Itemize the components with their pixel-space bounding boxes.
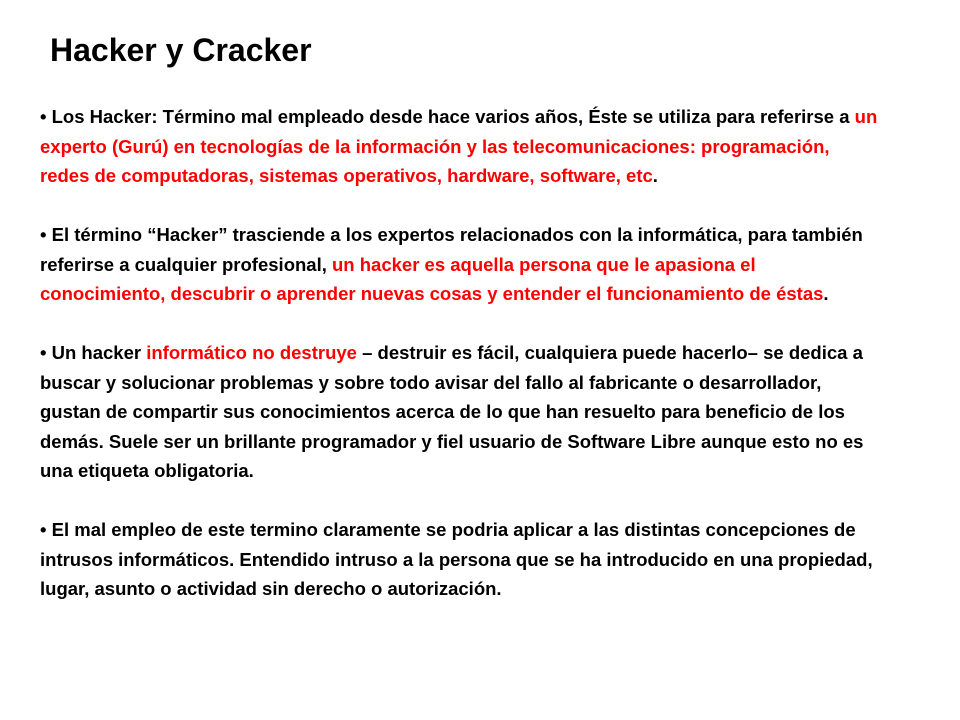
bullet-paragraph-4 (40, 515, 880, 604)
slide-body (40, 102, 880, 604)
paragraph-3-text-1: Un hacker (46, 342, 147, 363)
bullet-paragraph-3 (40, 338, 880, 486)
bullet-icon: • (40, 519, 47, 540)
paragraph-2-highlight: un hacker es aquella persona que le apasiona el conocimiento, descubrir o aprender nuevas cosas y entender el funcionamiento de éstas (40, 253, 824, 304)
bullet-icon: • (40, 106, 47, 127)
paragraph-3-highlight: informático no destruye (146, 342, 357, 363)
paragraph-1-highlight: un experto (Gurú) en tecnologías de la información y las telecomunicaciones: programación, redes de computadoras, sistemas operativos, hardware, software, etc (40, 106, 878, 186)
slide-title: Hacker y Cracker (50, 32, 312, 68)
bullet-icon: • (40, 224, 47, 245)
bullet-paragraph-2 (40, 220, 880, 309)
paragraph-4-text-1: El mal empleo de este termino claramente se podria aplicar a las distintas concepciones de intrusos informáticos. Entendido intruso a la persona que se ha introducido en una propiedad, lugar, asunto o actividad sin derecho o autorización. (40, 519, 873, 599)
paragraph-3-text-2: – destruir es fácil, cualquiera puede hacerlo– se dedica a buscar y solucionar problemas y sobre todo avisar del fallo al fabricante o desarrollador, gustan de compartir sus conocimientos acerca de lo que han resuelto para beneficio de los demás. Suele ser un brillante programador y fiel usuario de Software Libre aunque esto no es una etiqueta obligatoria. (40, 342, 864, 481)
paragraph-2-text-1: El término “Hacker” trasciende a los expertos relacionados con la informática, para también referirse a cualquier profesional, (40, 224, 863, 275)
bullet-icon: • (40, 342, 47, 363)
bullet-paragraph-1 (40, 102, 880, 191)
paragraph-2-text-2: . (823, 283, 829, 304)
paragraph-1-text-2: . (652, 165, 658, 186)
paragraph-1-text-1: Los Hacker: Término mal empleado desde hace varios años, Éste se utiliza para referirse a (46, 106, 855, 127)
